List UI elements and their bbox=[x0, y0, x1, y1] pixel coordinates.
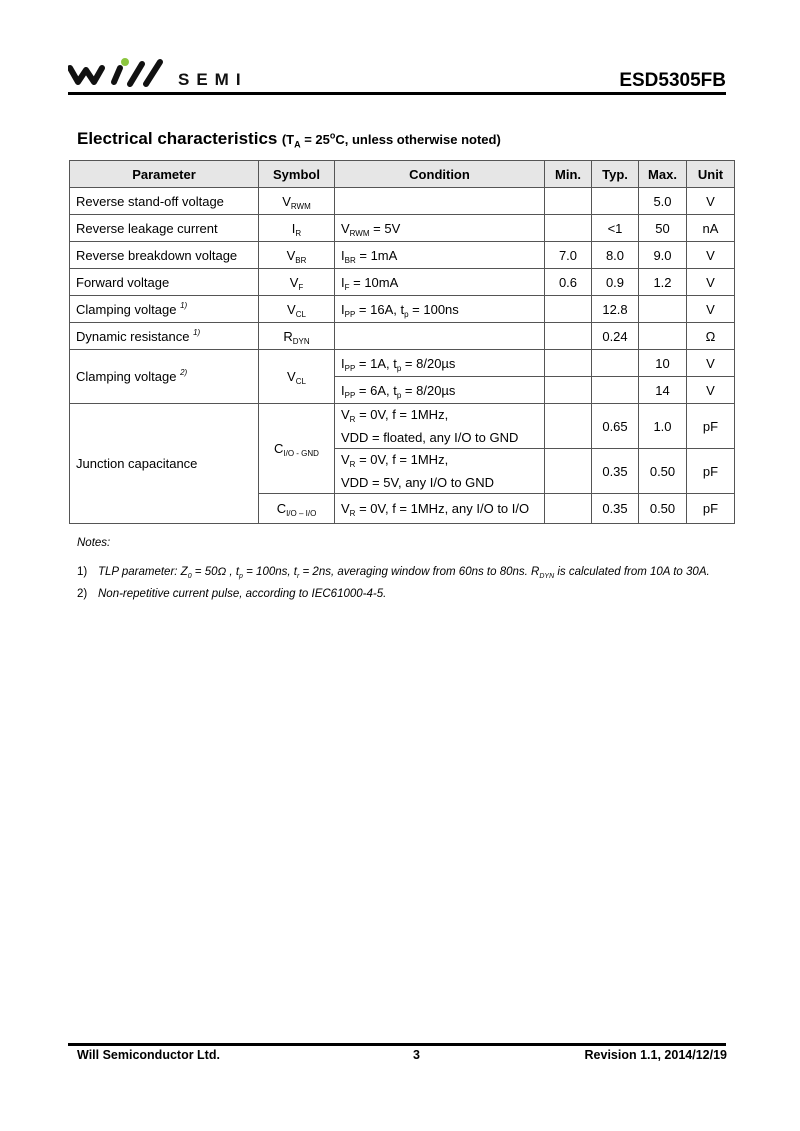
document-id: ESD5305FB bbox=[619, 70, 726, 91]
min-cell bbox=[545, 215, 592, 242]
typ-cell: <1 bbox=[592, 215, 639, 242]
param-cell: Clamping voltage $^{1)}$ bbox=[70, 296, 259, 323]
footer-rule bbox=[68, 1043, 726, 1046]
typ-cell: 0.24 bbox=[592, 323, 639, 350]
symbol-cell: $V_{CL}$ bbox=[259, 296, 335, 323]
header-min: Min. bbox=[545, 161, 592, 188]
table-header-row bbox=[70, 161, 735, 188]
page-header bbox=[68, 58, 726, 94]
header-rule bbox=[68, 92, 726, 95]
notes-title: Notes: bbox=[77, 537, 111, 549]
section-condition: ($T_A = 25^oC$, unless otherwise noted) bbox=[281, 130, 501, 150]
section-title bbox=[77, 129, 501, 150]
section-title-text: Electrical characteristics bbox=[77, 129, 278, 148]
symbol-cell: $V_{BR}$ bbox=[259, 242, 335, 269]
table-row bbox=[70, 215, 735, 242]
param-cell: Reverse leakage current bbox=[70, 215, 259, 242]
table-row bbox=[70, 269, 735, 296]
symbol-cell: $C_{I/O - GND}$ bbox=[259, 404, 335, 494]
table-row bbox=[70, 242, 735, 269]
notes-section bbox=[77, 537, 727, 605]
typ-cell: 0.65 bbox=[592, 404, 639, 449]
unit-cell: V bbox=[687, 350, 735, 377]
max-cell: 50 bbox=[639, 215, 687, 242]
condition-cell: $V_R = 0V$, f = 1MHz, VDD = floated, any I/O to GND bbox=[335, 404, 545, 449]
param-cell: Forward voltage bbox=[70, 269, 259, 296]
min-cell bbox=[545, 296, 592, 323]
typ-cell bbox=[592, 350, 639, 377]
note-2: 2) Non-repetitive current pulse, according to IEC61000-4-5. bbox=[77, 588, 387, 600]
table-row bbox=[70, 404, 735, 449]
max-cell: 1.0 bbox=[639, 404, 687, 449]
table-row bbox=[70, 323, 735, 350]
table-row bbox=[70, 350, 735, 377]
condition-cell: $V_R = 0V$, f = 1MHz, any I/O to I/O bbox=[335, 494, 545, 524]
param-cell: Clamping voltage $^{2)}$ bbox=[70, 350, 259, 404]
unit-cell: pF bbox=[687, 494, 735, 524]
condition-cell: $V_{RWM} = 5V$ bbox=[335, 215, 545, 242]
unit-cell: nA bbox=[687, 215, 735, 242]
max-cell: 9.0 bbox=[639, 242, 687, 269]
max-cell: 14 bbox=[639, 377, 687, 404]
symbol-cell: $R_{DYN}$ bbox=[259, 323, 335, 350]
min-cell bbox=[545, 404, 592, 449]
unit-cell: pF bbox=[687, 449, 735, 494]
typ-cell bbox=[592, 377, 639, 404]
unit-cell: pF bbox=[687, 404, 735, 449]
footer-page-number: 3 bbox=[413, 1048, 420, 1062]
min-cell: 0.6 bbox=[545, 269, 592, 296]
footer-company: Will Semiconductor Ltd. bbox=[77, 1048, 220, 1062]
typ-cell bbox=[592, 188, 639, 215]
symbol-cell: $V_F$ bbox=[259, 269, 335, 296]
max-cell bbox=[639, 296, 687, 323]
unit-cell: V bbox=[687, 269, 735, 296]
min-cell bbox=[545, 323, 592, 350]
logo-wordmark: SEMI bbox=[178, 70, 248, 89]
param-cell: Dynamic resistance $^{1)}$ bbox=[70, 323, 259, 350]
header-parameter: Parameter bbox=[70, 161, 259, 188]
typ-cell: 0.35 bbox=[592, 449, 639, 494]
header-typ: Typ. bbox=[592, 161, 639, 188]
unit-cell: V bbox=[687, 377, 735, 404]
min-cell bbox=[545, 494, 592, 524]
param-cell: Junction capacitance bbox=[70, 404, 259, 524]
symbol-cell: $I_R$ bbox=[259, 215, 335, 242]
max-cell: 1.2 bbox=[639, 269, 687, 296]
condition-cell: $I_{PP} = 16A$, $t_p = 100ns$ bbox=[335, 296, 545, 323]
header-condition: Condition bbox=[335, 161, 545, 188]
unit-cell: V bbox=[687, 188, 735, 215]
symbol-cell: $V_{RWM}$ bbox=[259, 188, 335, 215]
header-unit: Unit bbox=[687, 161, 735, 188]
max-cell bbox=[639, 323, 687, 350]
condition-cell bbox=[335, 188, 545, 215]
unit-cell: Ω bbox=[687, 323, 735, 350]
header-symbol: Symbol bbox=[259, 161, 335, 188]
symbol-cell: $V_{CL}$ bbox=[259, 350, 335, 404]
header-max: Max. bbox=[639, 161, 687, 188]
condition-cell: $I_{PP} = 1A$, $t_p = 8/20\mu s$ bbox=[335, 350, 545, 377]
param-cell: Reverse stand-off voltage bbox=[70, 188, 259, 215]
unit-cell: V bbox=[687, 296, 735, 323]
param-cell: Reverse breakdown voltage bbox=[70, 242, 259, 269]
min-cell bbox=[545, 188, 592, 215]
condition-cell: $I_{PP} = 6A$, $t_p = 8/20\mu s$ bbox=[335, 377, 545, 404]
max-cell: 5.0 bbox=[639, 188, 687, 215]
table-row bbox=[70, 296, 735, 323]
symbol-cell: $C_{I/O - I/O}$ bbox=[259, 494, 335, 524]
typ-cell: 12.8 bbox=[592, 296, 639, 323]
table-row bbox=[70, 188, 735, 215]
min-cell bbox=[545, 377, 592, 404]
max-cell: 0.50 bbox=[639, 449, 687, 494]
footer-revision: Revision 1.1, 2014/12/19 bbox=[584, 1048, 727, 1062]
unit-cell: V bbox=[687, 242, 735, 269]
max-cell: 0.50 bbox=[639, 494, 687, 524]
typ-cell: 0.35 bbox=[592, 494, 639, 524]
min-cell bbox=[545, 350, 592, 377]
note-1: 1) TLP parameter: $Z_0 = 50\Omega$ , $t_p = 100ns$, $t_r = 2ns$, averaging window from 60ns to 80ns. $R_{DYN}$ is calculated from 10A to 30A. bbox=[77, 566, 710, 580]
min-cell bbox=[545, 449, 592, 494]
electrical-characteristics-table bbox=[69, 160, 735, 524]
condition-cell: $I_{BR} = 1mA$ bbox=[335, 242, 545, 269]
condition-cell: $I_F = 10mA$ bbox=[335, 269, 545, 296]
max-cell: 10 bbox=[639, 350, 687, 377]
typ-cell: 8.0 bbox=[592, 242, 639, 269]
condition-cell bbox=[335, 323, 545, 350]
typ-cell: 0.9 bbox=[592, 269, 639, 296]
min-cell: 7.0 bbox=[545, 242, 592, 269]
condition-cell: $V_R = 0V$, f = 1MHz, VDD = 5V, any I/O to GND bbox=[335, 449, 545, 494]
